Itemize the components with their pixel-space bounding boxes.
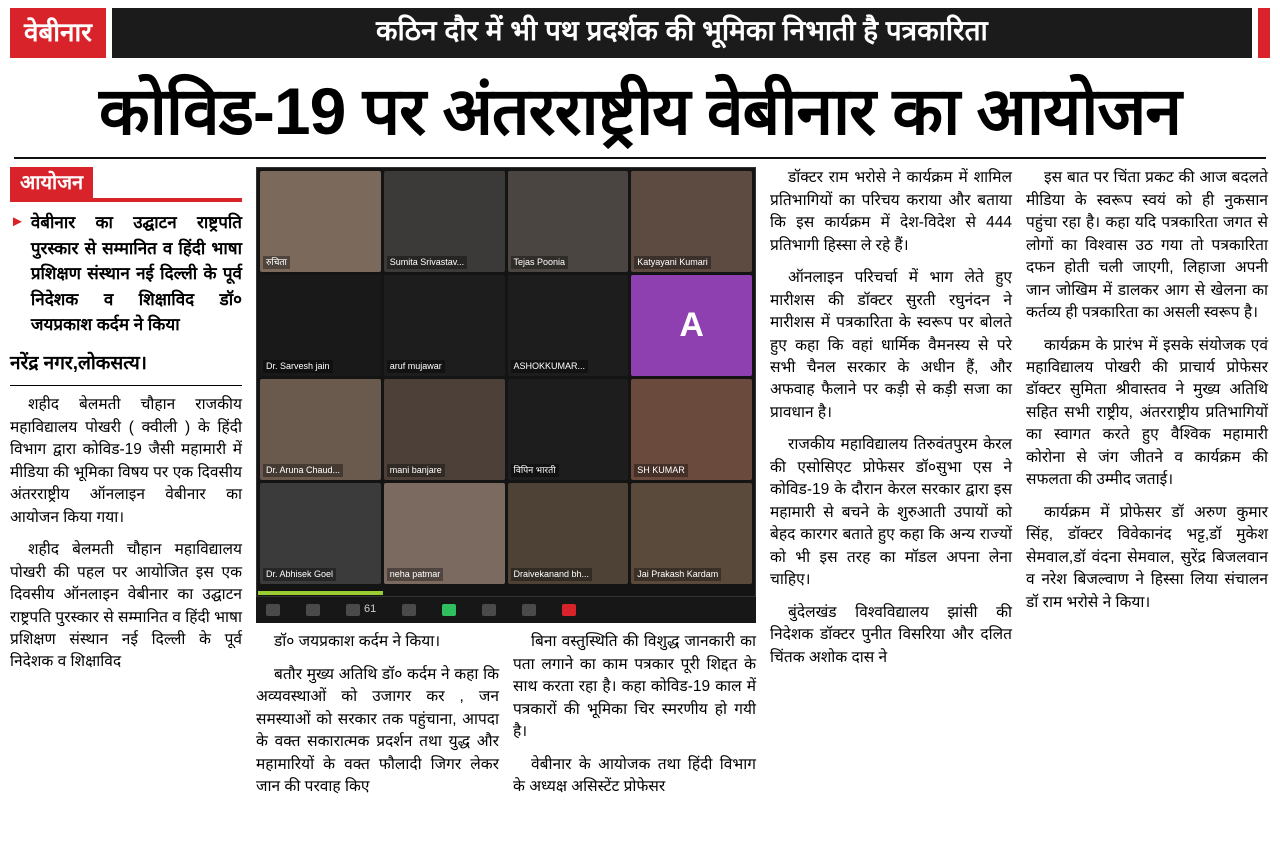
lead-bullet-text: वेबीनार का उद्घाटन राष्ट्रपति पुरस्कार से सम्मानित व हिंदी भाषा प्रशिक्षण संस्थान नई दिल्ली के पूर्व निदेशक व शिक्षाविद डॉ० जयप्रकाश कर्दम ने किया: [30, 213, 242, 335]
text-column-3: [770, 167, 1012, 808]
participant-tile[interactable]: [631, 171, 752, 272]
participant-tile[interactable]: [631, 483, 752, 584]
participants-icon[interactable]: [346, 604, 360, 616]
participant-tile[interactable]: [260, 275, 381, 376]
participant-name: Jai Prakash Kardam: [634, 568, 721, 581]
c3-paragraph-1: डॉक्टर राम भरोसे ने कार्यक्रम में शामिल प्रतिभागियों का परिचय कराया और बताया कि इस कार्यक्रम में देश-विदेश से 444 प्रतिभागी हिस्सा ले रहे हैं।: [770, 169, 1012, 254]
sidebar-paragraph-1: शहीद बेलमती चौहान राजकीय महाविद्यालय पोखरी ( क्वीली ) के हिंदी विभाग द्वारा कोविड-19 जैसी महामारी में मीडिया की भूमिका विषय पर एक दिवसीय अंतरराष्ट्रीय ऑनलाइन वेबीनार का आयोजन किया गया।: [10, 396, 242, 526]
participant-name: aruf mujawar: [387, 360, 445, 373]
c4-paragraph-1: इस बात पर चिंता प्रकट की आज बदलते मीडिया के स्वरूप स्वयं को ही नुकसान पहुंचा रहा है। कहा यदि पत्रकारिता जगत से लोगों का विश्वास उठ गया तो पत्रकारिता दफन होती चली जाएगी, लिहाजा अपनी जान जोखिम में डालकर आग से खेलना का कर्तव्य ही पत्रकारिता का असली स्वरूप है।: [1026, 169, 1268, 322]
article-body: [10, 167, 1270, 808]
video-camera-icon[interactable]: [266, 604, 280, 616]
participant-tile[interactable]: [508, 379, 629, 480]
participant-name: ASHOKKUMAR...: [511, 360, 589, 373]
page-headline: कोविड-19 पर अंतरराष्ट्रीय वेबीनार का आयोजन: [99, 74, 1181, 148]
end-call-icon[interactable]: [562, 604, 576, 616]
c2b-paragraph-2: वेबीनार के आयोजक तथा हिंदी विभाग के अध्यक्ष असिस्टेंट प्रोफेसर: [513, 755, 756, 796]
participant-tile[interactable]: [384, 275, 505, 376]
photo-column: [256, 167, 756, 808]
chat-icon[interactable]: [402, 604, 416, 616]
participant-tile[interactable]: [631, 379, 752, 480]
reactions-icon[interactable]: [522, 604, 536, 616]
participant-name: Dr. Abhisek Goel: [263, 568, 336, 581]
participant-tile[interactable]: [260, 379, 381, 480]
microphone-icon[interactable]: [306, 604, 320, 616]
banner-title: कठिन दौर में भी पथ प्रदर्शक की भूमिका निभाती है पत्रकारिता: [112, 8, 1252, 58]
photo-subcolumn-left: [256, 631, 499, 808]
share-screen-icon[interactable]: [442, 604, 456, 616]
c3-paragraph-4: बुंदेलखंड विश्वविद्यालय झांसी की निदेशक डॉक्टर पुनीत विसरिया और दलित चिंतक अशोक दास ने: [770, 603, 1012, 666]
c2b-paragraph-1: बिना वस्तुस्थिति की विशुद्ध जानकारी का पता लगाने का काम पत्रकार पूरी शिद्दत के साथ करता रहा है। कहा कोविड-19 काल में पत्रकारों की भूमिका चिर स्मरणीय हो गयी है।: [513, 633, 756, 741]
banner-edge-decoration: [1258, 8, 1270, 58]
participant-tile[interactable]: [260, 171, 381, 272]
zoom-toolbar: [256, 597, 756, 623]
participant-name: Dr. Aruna Chaud...: [263, 464, 343, 477]
c4-paragraph-2: कार्यक्रम के प्रारंभ में इसके संयोजक एवं महाविद्यालय पोखरी की प्राचार्य प्रोफेसर डॉक्टर सुमिता श्रीवास्तव ने मुख्य अतिथि सहित सभी राष्ट्रीय, अंतरराष्ट्रीय प्रतिभागियों का स्वागत करते हुए वैश्विक महामारी कोरोना से जंग जीतने व कार्यक्रम की सफलता की उम्मीद जताई।: [1026, 336, 1268, 489]
dateline: नरेंद्र नगर,लोकसत्य।: [10, 350, 242, 387]
participant-name: विपिन भारती: [511, 464, 559, 477]
participant-name: Tejas Poonia: [511, 256, 569, 269]
participant-tile[interactable]: [384, 379, 505, 480]
participant-tile[interactable]: [384, 483, 505, 584]
section-header: [10, 167, 242, 202]
c3-paragraph-3: राजकीय महाविद्यालय तिरुवंतपुरम केरल की एसोसिएट प्रोफेसर डॉ०सुभा एस ने कोविड-19 के दौरान केरल सरकार द्वारा इस महामारी से बचने के शुरुआती उपायों को बेहद कारगर बताते हुए कहा कि अन्य राज्यों को भी इस तरह का मॉडल अपना लेना चाहिए।: [770, 436, 1012, 589]
banner-tag: वेबीनार: [10, 8, 106, 58]
c3-paragraph-2: ऑनलाइन परिचर्चा में भाग लेते हुए मारीशस की डॉक्टर सुरती रघुनंदन ने मारीशस में पत्रकारिता के स्वरूप पर बोलते हुए कहा कि वहां धार्मिक वैमनस्य से परे सभी चैनल सरकार के अधीन हैं, और अफवाह फैलाने पर कड़ी से कड़ी सजा का प्रावधान है।: [770, 269, 1012, 421]
top-banner: [10, 8, 1270, 58]
section-label: आयोजन: [10, 167, 93, 202]
newspaper-page: [0, 8, 1280, 844]
headline-divider: [14, 157, 1266, 159]
lead-bullet: [10, 210, 242, 338]
participant-tile[interactable]: [508, 483, 629, 584]
sidebar-paragraph-2: शहीद बेलमती चौहान महाविद्यालय पोखरी की पहल पर आयोजित इस एक दिवसीय ऑनलाइन वेबीनार का उद्घाटन राष्ट्रपति पुरस्कार से सम्मानित व हिंदी भाषा प्रशिक्षण संस्थान नई दिल्ली के पूर्व निदेशक व शिक्षाविद: [10, 541, 242, 671]
participant-name: Dr. Sarvesh jain: [263, 360, 333, 373]
participant-name: neha patmar: [387, 568, 444, 581]
record-icon[interactable]: [482, 604, 496, 616]
c4-paragraph-3: कार्यक्रम में प्रोफेसर डॉ अरुण कुमार सिंह, डॉक्टर विवेकानंद भट्ट,डॉ मुकेश सेमवाल,डॉ वंदना सेमवाल, सुरेंद्र बिजलवान व नरेश बिजल्वाण ने हिस्सा लिया संचालन डॉ राम भरोसे ने किया।: [1026, 503, 1268, 611]
sidebar-column: [10, 167, 242, 808]
participant-tile[interactable]: [260, 483, 381, 584]
avatar: A: [679, 306, 704, 345]
bullet-marker-icon: ►: [10, 213, 25, 231]
participant-tile[interactable]: [631, 275, 752, 376]
c2a-paragraph-1: डॉ० जयप्रकाश कर्दम ने किया।: [274, 633, 441, 651]
zoom-meeting-screenshot: [256, 167, 756, 597]
c2a-paragraph-2: बतौर मुख्य अतिथि डॉ० कर्दम ने कहा कि अव्यवस्थाओं को उजागर कर , जन समस्याओं को सरकार तक पहुंचाना, आपदा के वक्त सकारात्मक प्रदर्शन तथा युद्ध और महामारियों के वक्त फौलादी जिगर लेकर जान की परवाह किए: [256, 665, 499, 796]
participant-name: Sumita Srivastav...: [387, 256, 467, 269]
participant-name: SH KUMAR: [634, 464, 688, 477]
section-header-rule: [93, 167, 242, 202]
participant-name: रुचिता: [263, 256, 290, 269]
photo-subcolumns: [256, 631, 756, 808]
participant-tile[interactable]: [508, 171, 629, 272]
text-column-4: [1026, 167, 1268, 808]
participant-tile[interactable]: [508, 275, 629, 376]
photo-subcolumn-right: [513, 631, 756, 808]
participant-tile[interactable]: [384, 171, 505, 272]
participant-name: mani banjare: [387, 464, 445, 477]
participant-name: Draivekanand bh...: [511, 568, 593, 581]
participant-name: Katyayani Kumari: [634, 256, 711, 269]
participant-count: 61: [364, 603, 377, 616]
